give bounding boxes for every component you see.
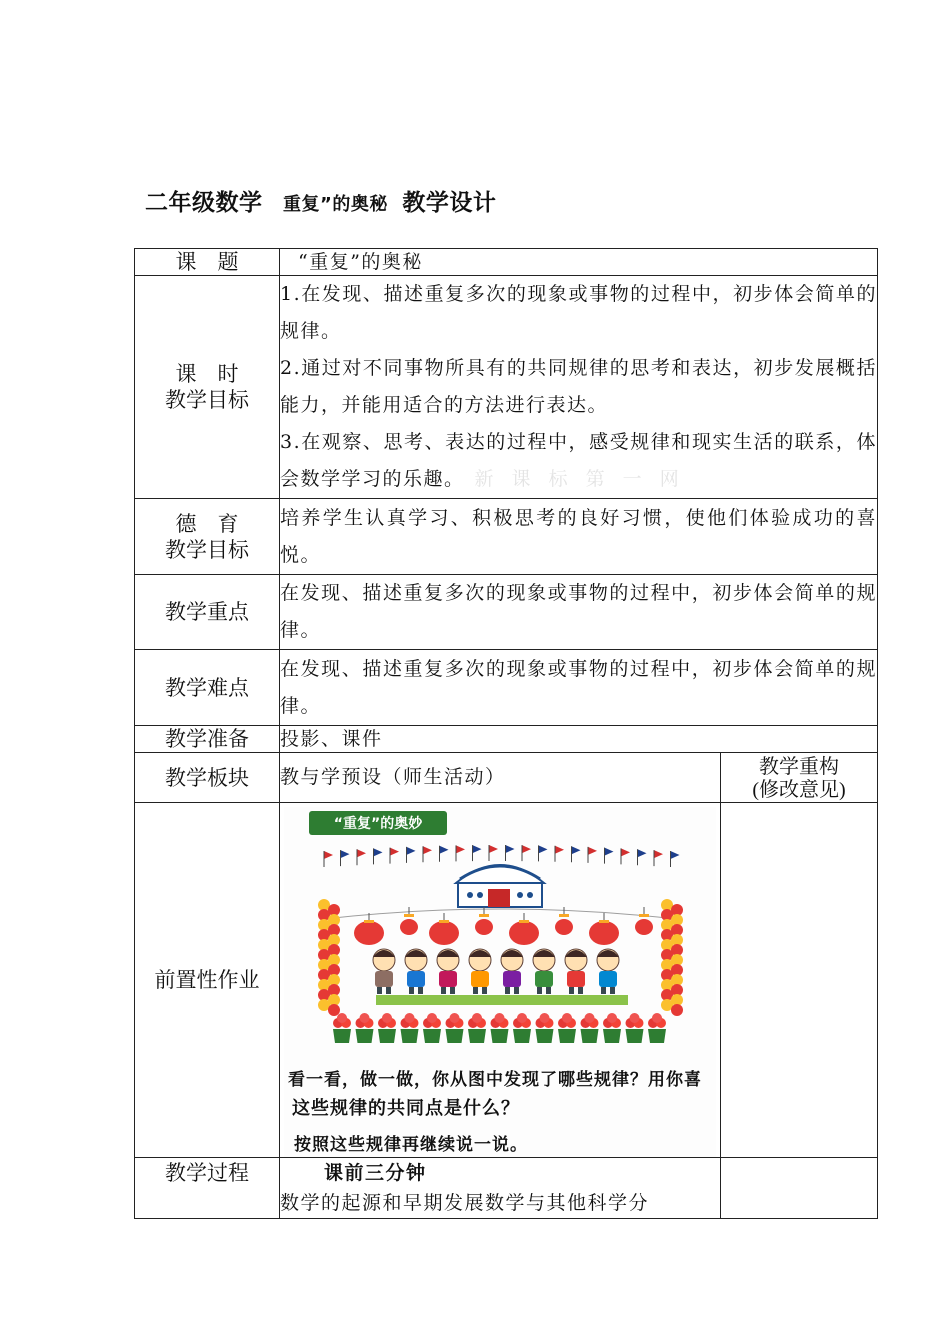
row-process: [135, 1158, 878, 1219]
flag-icon: [522, 845, 531, 853]
balloon-column-right: [661, 899, 683, 1016]
lantern-icon: [509, 921, 539, 945]
flag-icon: [588, 847, 597, 855]
flag-icon: [506, 845, 515, 853]
homework-revision-cell: [721, 803, 878, 1158]
goal-item-1: 1.在发现、描述重复多次的现象或事物的过程中，初步体会简单的规律。: [280, 283, 877, 342]
document-title: [145, 184, 496, 217]
flag-icon: [341, 850, 350, 858]
flag-icon: [456, 845, 465, 853]
fence-icon: [376, 995, 628, 1005]
flag-bunting: [324, 845, 680, 867]
balloon-column-left: [318, 899, 340, 1016]
flag-icon: [440, 846, 449, 854]
banner-text: “重复”的奥妙: [333, 816, 423, 832]
value-process: [280, 1158, 721, 1219]
lantern-icon: [429, 921, 459, 945]
flag-icon: [572, 846, 581, 854]
goal-item-2: 2.通过对不同事物所具有的共同规律的思考和表达，初步发展概括能力，并能用适合的方法进行表达。: [280, 357, 877, 416]
value-preparation: 投影、课件: [280, 726, 878, 753]
process-text: 数学的起源和早期发展数学与其他科学分: [280, 1192, 650, 1214]
flag-icon: [605, 848, 614, 856]
label-topic: 课 题: [135, 249, 280, 276]
lantern-icon: [400, 919, 418, 935]
yurt-icon: [456, 865, 544, 907]
flag-icon: [407, 847, 416, 855]
label-preparation: 教学准备: [135, 726, 280, 753]
value-key-point: 在发现、描述重复多次的现象或事物的过程中，初步体会简单的规律。: [280, 575, 878, 650]
value-topic: “重复”的奥秘: [280, 249, 878, 276]
festival-illustration: [284, 807, 716, 1157]
label-key-point: 教学重点: [135, 575, 280, 650]
watermark-text: 新 课 标 第 一 网: [474, 468, 685, 490]
row-difficulty: [135, 650, 878, 726]
lantern-icon: [354, 921, 384, 945]
festival-scene: [284, 807, 716, 1062]
balloon-icon: [671, 1004, 683, 1016]
label-moral-line1: 德 育: [175, 511, 239, 536]
row-goals: [135, 276, 878, 499]
row-topic: [135, 249, 878, 276]
label-section: 教学板块: [135, 753, 280, 803]
label-process: 教学过程: [135, 1158, 280, 1219]
value-difficulty: 在发现、描述重复多次的现象或事物的过程中，初步体会简单的规律。: [280, 650, 878, 726]
label-difficulty: 教学难点: [135, 650, 280, 726]
flower-pots-row: [333, 1013, 666, 1043]
flag-icon: [489, 845, 498, 853]
process-heading: 课前三分钟: [324, 1162, 427, 1184]
label-homework: 前置性作业: [135, 803, 280, 1158]
goal-item-3: [280, 424, 877, 498]
flag-icon: [324, 851, 333, 859]
lantern-icon: [635, 919, 653, 935]
row-section-header: [135, 753, 878, 803]
title-part1: 二年级数学: [145, 190, 263, 216]
header-revision-line1: 教学重构: [759, 753, 839, 778]
label-moral-line2: 教学目标: [165, 537, 249, 562]
header-revision-line2: (修改意见): [752, 778, 846, 801]
lantern-icon: [589, 921, 619, 945]
flag-icon: [654, 850, 663, 858]
value-goals: [280, 276, 878, 499]
title-part3: 教学设计: [402, 190, 497, 216]
value-moral: 培养学生认真学习、积极思考的良好习惯，使他们体验成功的喜悦。: [280, 499, 878, 575]
lantern-icon: [555, 919, 573, 935]
flag-icon: [423, 846, 432, 854]
lesson-plan-table: [134, 248, 878, 1219]
flag-icon: [374, 848, 383, 856]
lantern-icon: [475, 919, 493, 935]
title-part2: 重复”的奥秘: [283, 194, 388, 215]
flag-icon: [539, 845, 548, 853]
flag-icon: [357, 849, 366, 857]
caption-line-1: 看一看，做一做，你从图中发现了哪些规律？用你喜: [288, 1070, 702, 1090]
goal-item-3-text: 3.在观察、思考、表达的过程中，感受规律和现实生活的联系，体会数学学习的乐趣。: [280, 431, 877, 490]
caption-line-2: 这些规律的共同点是什么？: [292, 1098, 520, 1119]
flag-icon: [621, 848, 630, 856]
homework-image-cell: [280, 803, 721, 1158]
children-row: [373, 949, 619, 994]
row-key-point: [135, 575, 878, 650]
label-goals-line2: 教学目标: [165, 388, 249, 412]
label-goals-line1: 课 时: [175, 362, 239, 386]
flag-icon: [473, 845, 482, 853]
label-moral: [135, 499, 280, 575]
flag-icon: [671, 851, 680, 859]
flag-icon: [390, 848, 399, 856]
row-homework: [135, 803, 878, 1158]
flag-icon: [638, 849, 647, 857]
header-activities: 教与学预设（师生活动）: [280, 753, 721, 803]
row-moral: [135, 499, 878, 575]
balloon-icon: [328, 1004, 340, 1016]
caption-line-3: 按照这些规律再继续说一说。: [294, 1135, 528, 1155]
row-preparation: [135, 726, 878, 753]
process-revision-cell: [721, 1158, 878, 1219]
flag-icon: [555, 846, 564, 854]
label-goals: [135, 276, 280, 499]
header-revision: [721, 753, 878, 803]
